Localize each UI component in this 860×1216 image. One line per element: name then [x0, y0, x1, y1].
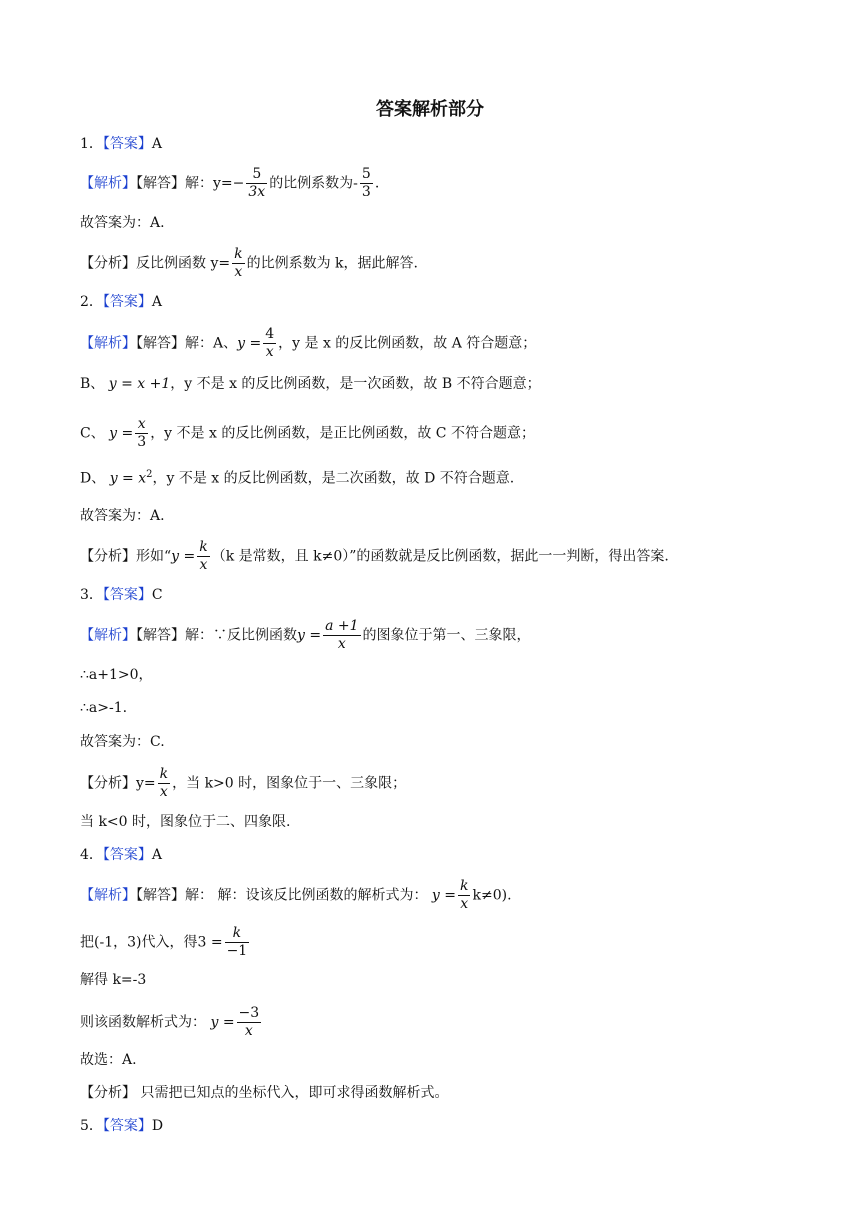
k-over-x-fraction: $\frac{k}{x}$ — [199, 539, 208, 573]
answer-tag: 【答案】 — [102, 136, 152, 152]
q4-choose: 故选：A. — [80, 1052, 137, 1068]
q2-solution-d: D、 $y = x^2$，y 不是 x 的反比例函数，是二次函数，故 D 不符合题意. — [80, 469, 515, 487]
answer-tag: 【答案】 — [102, 294, 152, 310]
q4-solve: 解得 k=-3 — [80, 972, 147, 988]
q4-analysis: 【分析】 只需把已知点的坐标代入，即可求得函数解析式。 — [80, 1085, 449, 1101]
q1-answer-line — [80, 134, 162, 154]
q3-fraction: $\frac{a +1}{x}$ — [325, 618, 359, 652]
q2-conclusion: 故答案为：A. — [80, 508, 165, 524]
q3-conclusion: 故答案为：C. — [80, 734, 165, 750]
q2-analysis: 【分析】形如“y = $\frac{k}{x}$ （k 是常数，且 k≠0）”的函数就是反比例函数，据此一一判断，得出答案. — [80, 539, 669, 573]
answer-tag: 【答案】 — [102, 847, 152, 863]
q1-solution-text: 【解答】解：y=− — [136, 175, 245, 192]
q4-result: 则该函数解析式为： y = $\frac{-3}{x}$ — [80, 1005, 260, 1039]
q2-solution-c: C、 y = $\frac{x}{3}$ ，y 不是 x 的反比例函数，是正比例函数，故 C 不符合题意； — [80, 416, 535, 450]
q1-answer: A — [151, 136, 163, 152]
q2-c-fraction: $\frac{x}{3}$ — [137, 416, 147, 450]
q2-answer-line: 2．【答案】A — [80, 294, 163, 310]
q1-solution-line: 【解析】【解答】解：y=− $\frac{5}{3x}$ 的比例系数为- $\frac{5}{3}$ . — [80, 166, 380, 200]
answer-tag: 【答案】 — [102, 1118, 152, 1134]
q4-result-fraction: $\frac{-3}{x}$ — [238, 1005, 260, 1039]
q3-solution: 【解析】【解答】解：∵反比例函数y = $\frac{a +1}{x}$ 的图象位于第一、三象限， — [80, 618, 531, 652]
jiexi-tag: 【解析】 — [80, 887, 136, 904]
jiexi-tag: 【解析】 — [80, 335, 136, 352]
q2-solution-a: 【解析】【解答】解：A、y = $\frac{4}{x}$ ，y 是 x 的反比例函数，故 A 符合题意； — [80, 326, 537, 360]
q3-step1: ∴a+1>0， — [80, 667, 153, 683]
q3-step2: ∴a>-1. — [80, 700, 128, 716]
q4-solution: 【解析】【解答】解： 解：设该反比例函数的解析式为： y = $\frac{k}{x}$ k≠0). — [80, 878, 512, 912]
q4-sub-fraction: $\frac{k}{-1}$ — [226, 925, 248, 959]
q1-fraction: $\frac{5}{3x}$ — [248, 166, 266, 200]
q2-a-fraction: $\frac{4}{x}$ — [265, 326, 275, 360]
k-over-x-fraction: $\frac{k}{x}$ — [159, 766, 169, 800]
q3-answer-line: 3．【答案】C — [80, 587, 163, 603]
q1-fraction-2: $\frac{5}{3}$ — [361, 166, 371, 200]
q3-analysis: 【分析】y= $\frac{k}{x}$ ，当 k>0 时，图象位于一、三象限； — [80, 766, 407, 800]
page-title: 答案解析部分 — [376, 99, 484, 120]
q1-conclusion: 故答案为：A. — [80, 215, 165, 231]
jiexi-tag: 【解析】 — [80, 175, 136, 192]
q5-answer-line: 5．【答案】D — [80, 1118, 164, 1134]
q3-analysis-line2: 当 k<0 时，图象位于二、四象限. — [80, 814, 291, 830]
q4-substitute: 把(-1，3)代入，得3 = $\frac{k}{-1}$ — [80, 925, 248, 959]
q4-answer-line: 4．【答案】A — [80, 847, 163, 863]
q2-solution-b: B、 y = x +1，y 不是 x 的反比例函数，是一次函数，故 B 不符合题意； — [80, 376, 541, 392]
jiexi-tag: 【解析】 — [80, 627, 136, 644]
q1-analysis: 【分析】反比例函数 y= $\frac{k}{x}$ 的比例系数为 k，据此解答. — [80, 246, 418, 280]
k-over-x-fraction: $\frac{k}{x}$ — [234, 246, 243, 280]
q1-number: 1． — [80, 136, 103, 152]
answer-tag: 【答案】 — [102, 587, 152, 603]
q4-fraction: $\frac{k}{x}$ — [460, 878, 469, 912]
